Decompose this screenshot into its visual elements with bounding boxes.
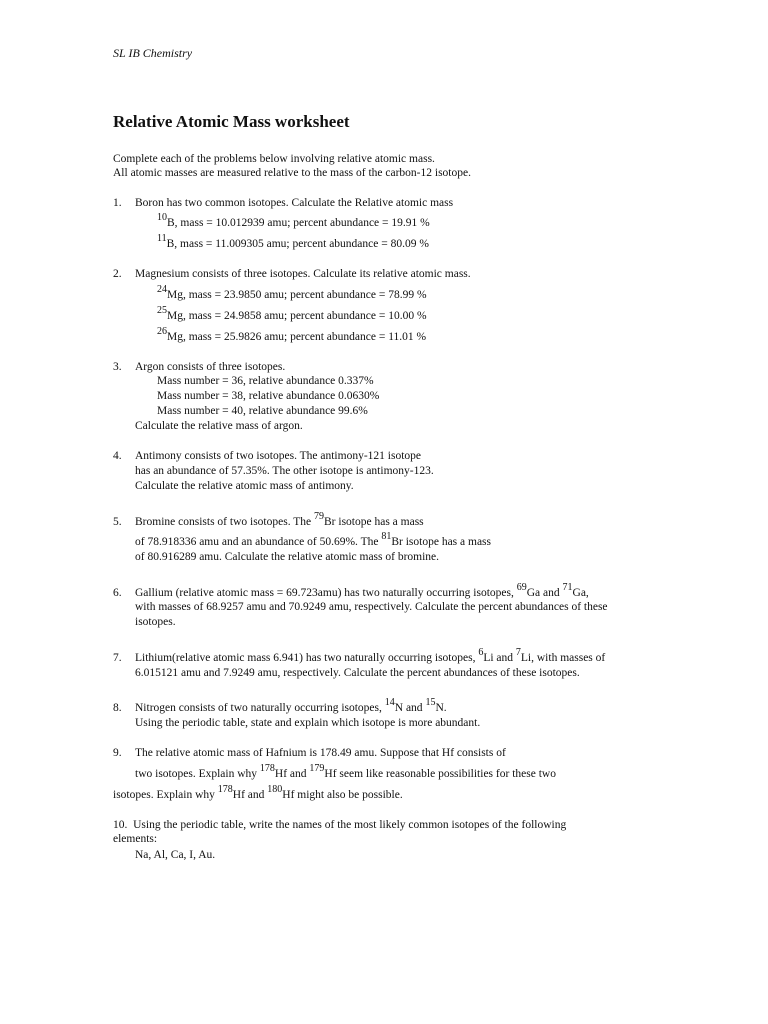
question-number: 7.	[113, 652, 122, 664]
isotope-line: $^{26}$Mg, mass = 25.9826 amu; percent abundance = 11.01 %	[157, 326, 427, 343]
isotope-line: $^{11}$B, mass = 11.009305 amu; percent abundance = 80.09 %	[157, 233, 429, 250]
course-header: SL IB Chemistry	[113, 46, 193, 60]
mass-number: 180	[267, 784, 283, 796]
isotope-line: $^{25}$Mg, mass = 24.9858 amu; percent abundance = 10.00 %	[157, 305, 427, 322]
mass-number: 178	[217, 784, 233, 796]
question-number: 8.	[113, 702, 122, 714]
mass-number: 7	[515, 647, 521, 659]
question-text: Calculate the relative atomic mass of antimony.	[135, 480, 354, 492]
question-text: Calculate the relative mass of argon.	[135, 420, 303, 432]
question-text: two isotopes. Explain why $^{178}$Hf and $^{179}$Hf seem like reasonable possibilities for these two	[135, 763, 556, 780]
mass-number: 14	[384, 697, 395, 709]
isotope-line: Mass number = 38, relative abundance 0.0630%	[157, 390, 380, 402]
question-text: Lithium(relative atomic mass 6.941) has two naturally occurring isotopes, $^6$Li and $^7$Li, with masses of	[135, 647, 606, 664]
question-text: Nitrogen consists of two naturally occurring isotopes, $^{14}$N and $^{15}$N.	[135, 697, 447, 714]
question-text: Antimony consists of two isotopes. The antimony-121 isotope	[135, 450, 421, 462]
question-text: isotopes.	[135, 616, 176, 628]
mass-number: 71	[562, 582, 573, 594]
question-text: Argon consists of three isotopes.	[135, 361, 286, 373]
question-text: Using the periodic table, state and explain which isotope is more abundant.	[135, 717, 481, 729]
question-text: of 78.918336 amu and an abundance of 50.69%. The $^{81}$Br isotope has a mass	[135, 531, 491, 548]
question-text: Magnesium consists of three isotopes. Calculate its relative atomic mass.	[135, 268, 471, 280]
mass-number: 11	[157, 233, 167, 245]
question-text: Boron has two common isotopes. Calculate the Relative atomic mass	[135, 197, 454, 209]
mass-number: 79	[314, 511, 324, 523]
page-title: Relative Atomic Mass worksheet	[113, 112, 350, 131]
element-list: Na, Al, Ca, I, Au.	[135, 849, 216, 861]
question-text: of 80.916289 amu. Calculate the relative atomic mass of bromine.	[135, 551, 440, 563]
question-text: elements:	[113, 833, 158, 845]
mass-number: 6	[478, 647, 484, 659]
isotope-line: Mass number = 36, relative abundance 0.337%	[157, 375, 374, 387]
question-text: The relative atomic mass of Hafnium is 178.49 amu. Suppose that Hf consists of	[135, 747, 506, 759]
question-number: 1.	[113, 197, 122, 209]
question-number: 4.	[113, 450, 122, 462]
question-number: 9.	[113, 747, 122, 759]
question-number: 2.	[113, 268, 122, 280]
mass-number: 178	[259, 763, 275, 775]
question-text: isotopes. Explain why $^{178}$Hf and $^{180}$Hf might also be possible.	[113, 784, 403, 801]
mass-number: 81	[381, 531, 392, 543]
mass-number: 24	[157, 284, 167, 296]
intro-line-2: All atomic masses are measured relative to the mass of the carbon-12 isotope.	[113, 167, 471, 179]
question-text: Gallium (relative atomic mass = 69.723amu) has two naturally occurring isotopes, $^{69}$Ga and $^{71}$Ga,	[135, 582, 589, 599]
question-text: 6.015121 amu and 7.9249 amu, respectively. Calculate the percent abundances of these isotopes.	[135, 667, 580, 679]
isotope-line: Mass number = 40, relative abundance 99.6%	[157, 405, 368, 417]
question-number: 10.	[113, 819, 128, 831]
intro-line-1: Complete each of the problems below involving relative atomic mass.	[113, 153, 435, 165]
mass-number: 15	[425, 697, 436, 709]
mass-number: 25	[157, 305, 167, 317]
question-text: has an abundance of 57.35%. The other isotope is antimony-123.	[135, 465, 434, 477]
isotope-line: $^{24}$Mg, mass = 23.9850 amu; percent abundance = 78.99 %	[157, 284, 427, 301]
mass-number: 26	[157, 326, 167, 338]
question-number: 3.	[113, 361, 122, 373]
question-number: 5.	[113, 516, 122, 528]
mass-number: 69	[516, 582, 527, 594]
question-text: with masses of 68.9257 amu and 70.9249 amu, respectively. Calculate the percent abundances of these	[135, 601, 608, 613]
question-text: 10. Using the periodic table, write the names of the most likely common isotopes of the following	[113, 819, 567, 831]
mass-number: 10	[157, 212, 167, 224]
isotope-line: $^{10}$B, mass = 10.012939 amu; percent abundance = 19.91 %	[157, 212, 430, 229]
question-text: Bromine consists of two isotopes. The $^{79}$Br isotope has a mass	[135, 511, 424, 528]
mass-number: 179	[309, 763, 325, 775]
question-number: 6.	[113, 587, 122, 599]
